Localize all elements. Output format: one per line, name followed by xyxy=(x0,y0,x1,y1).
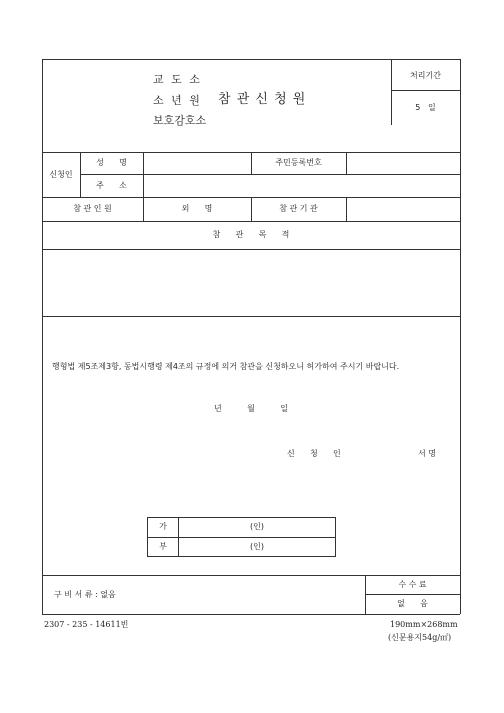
processing-period-value: 5 일 xyxy=(415,103,436,112)
reject-label: 부 xyxy=(159,542,167,551)
approval-box xyxy=(147,517,336,557)
fee-label: 수 수 료 xyxy=(398,580,427,589)
title-line-1: 교 도 소 xyxy=(153,73,202,86)
title-line-2-left: 소 년 원 xyxy=(153,94,202,107)
visitor-count-field[interactable]: 외 명 xyxy=(181,204,213,213)
name-label: 성 명 xyxy=(96,158,127,167)
required-documents: 구 비 서 류 : 없음 xyxy=(54,590,116,599)
paper-spec: (신문용지54g/㎡) xyxy=(388,633,452,642)
reject-seal[interactable]: (인) xyxy=(250,542,264,551)
applicant-section-label: 신청인 xyxy=(49,170,73,179)
approve-label: 가 xyxy=(159,522,167,531)
applicant-signature-label: 신 청 인 xyxy=(287,449,341,458)
fee-value: 없 음 xyxy=(397,599,428,608)
form-title: 참 관 신 청 원 xyxy=(218,92,307,107)
processing-period-label: 처리기간 xyxy=(410,71,441,80)
title-line-3: 보호감호소 xyxy=(153,114,207,127)
statement-text: 행형법 제5조제3항, 동법시행령 제4조의 규정에 의거 참관을 신청하오니 허가하여 주시기 바랍니다. xyxy=(52,362,400,371)
visiting-organization-label: 참 관 기 관 xyxy=(279,204,318,213)
signature-label[interactable]: 서 명 xyxy=(418,449,436,458)
address-label: 주 소 xyxy=(96,181,127,190)
purpose-label: 참 관 목 적 xyxy=(212,230,290,239)
form-code: 2307 - 235 - 14611빈 xyxy=(44,620,129,629)
purpose-field[interactable] xyxy=(48,256,454,310)
approve-seal[interactable]: (인) xyxy=(250,522,264,531)
paper-size: 190mm×268mm xyxy=(390,620,458,629)
application-date[interactable]: 년 월 일 xyxy=(213,404,289,413)
rrn-label: 주민등록번호 xyxy=(275,158,322,167)
visitor-count-label: 참 관 인 원 xyxy=(73,204,112,213)
